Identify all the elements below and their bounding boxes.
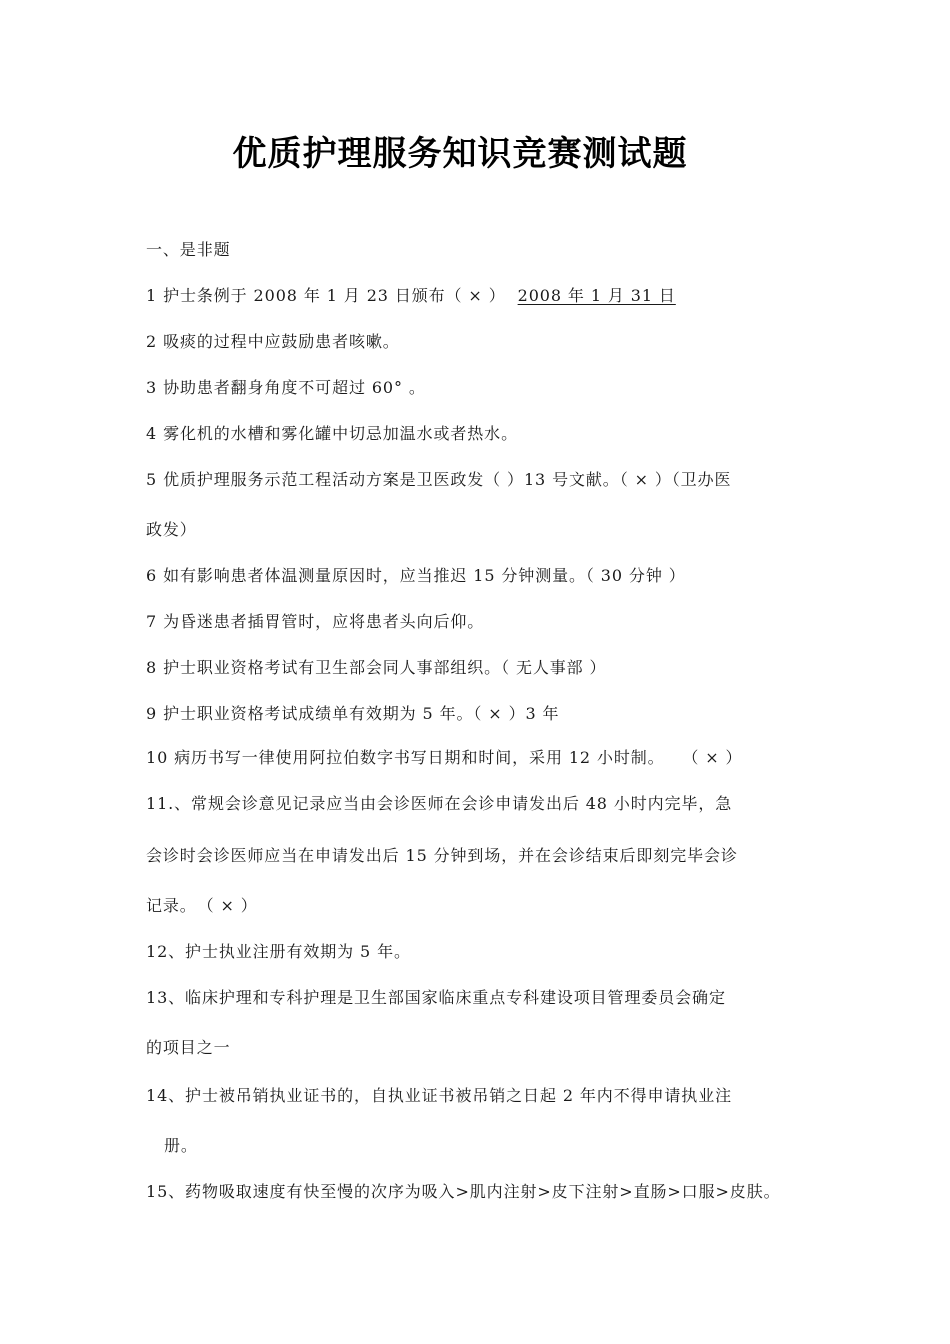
question-11-end: 记录。 （ × ） bbox=[146, 896, 258, 915]
question-13: 13、临床护理和专科护理是卫生部国家临床重点专科建设项目管理委员会确定 bbox=[146, 988, 726, 1007]
question-11: 11.、常规会诊意见记录应当由会诊医师在会诊申请发出后 48 小时内完毕，急 bbox=[146, 794, 733, 813]
question-13-continued: 的项目之一 bbox=[146, 1038, 231, 1057]
question-8: 8 护士职业资格考试有卫生部会同人事部组织。（ 无人事部 ） bbox=[146, 658, 607, 677]
document-title: 优质护理服务知识竞赛测试题 bbox=[232, 134, 688, 174]
question-11-continued: 会诊时会诊医师应当在申请发出后 15 分钟到场，并在会诊结束后即刻完毕会诊 bbox=[146, 846, 738, 865]
question-3: 3 协助患者翻身角度不可超过 60° 。 bbox=[146, 378, 426, 397]
question-10: 10 病历书写一律使用阿拉伯数字书写日期和时间，采用 12 小时制。 （ × ） bbox=[146, 748, 743, 767]
question-1-answer: 2008 年 1 月 31 日 bbox=[517, 286, 676, 305]
question-1 bbox=[146, 286, 676, 306]
question-14-continued: 册。 bbox=[164, 1136, 198, 1155]
question-4: 4 雾化机的水槽和雾化罐中切忌加温水或者热水。 bbox=[146, 424, 518, 443]
question-12: 12、护士执业注册有效期为 5 年。 bbox=[146, 942, 411, 961]
question-7: 7 为昏迷患者插胃管时，应将患者头向后仰。 bbox=[146, 612, 485, 631]
question-5: 5 优质护理服务示范工程活动方案是卫医政发（ ）13 号文献。（ × ）（卫办医 bbox=[146, 470, 732, 489]
question-15: 15、药物吸取速度有快至慢的次序为吸入>肌内注射>皮下注射>直肠>口服>皮肤。 bbox=[146, 1182, 781, 1201]
question-14: 14、护士被吊销执业证书的，自执业证书被吊销之日起 2 年内不得申请执业注 bbox=[146, 1086, 733, 1105]
section-heading: 一、是非题 bbox=[146, 240, 231, 259]
question-6: 6 如有影响患者体温测量原因时，应当推迟 15 分钟测量。（ 30 分钟 ） bbox=[146, 566, 686, 585]
question-5-continued: 政发） bbox=[146, 520, 197, 539]
question-9: 9 护士职业资格考试成绩单有效期为 5 年。（ × ）3 年 bbox=[146, 704, 560, 723]
question-1-text: 1 护士条例于 2008 年 1 月 23 日颁布（ × ） bbox=[146, 286, 506, 305]
question-2: 2 吸痰的过程中应鼓励患者咳嗽。 bbox=[146, 332, 400, 351]
